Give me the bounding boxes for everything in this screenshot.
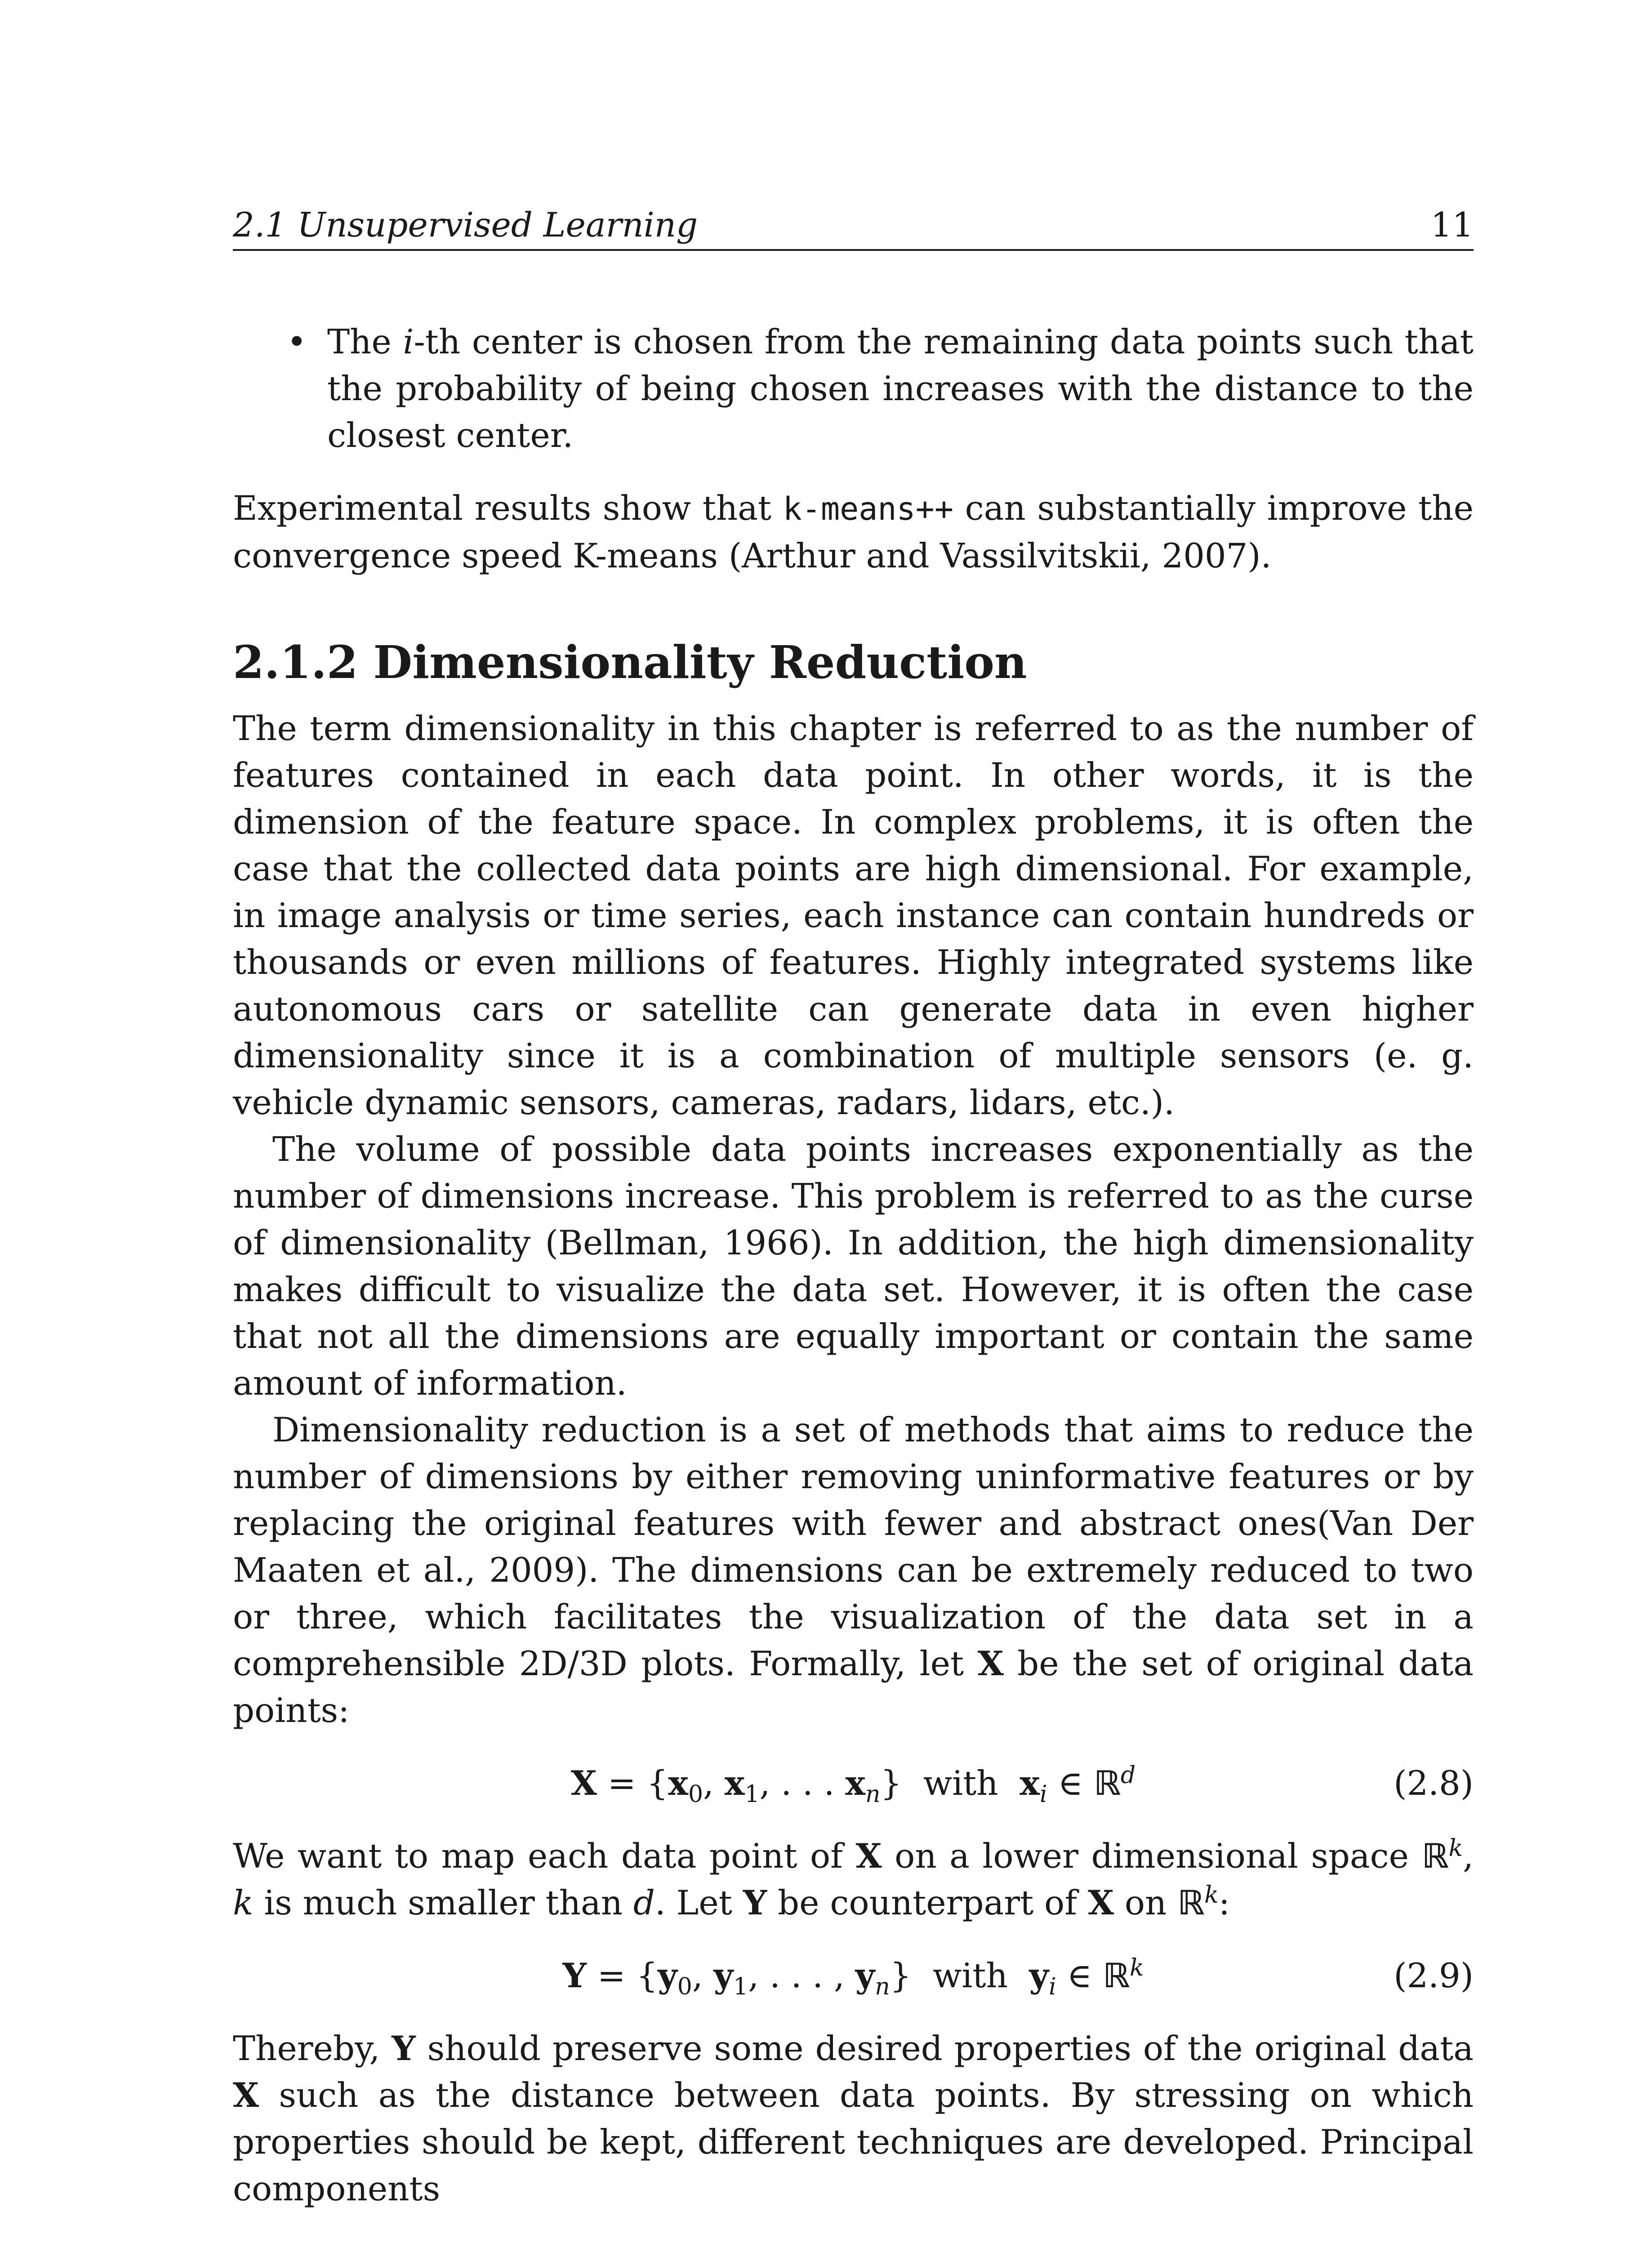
eq-sub: n [875,1973,890,2000]
eq-sub: 0 [677,1973,692,2000]
eq-space: ℝ [1093,1763,1121,1803]
text: on [1114,1883,1178,1922]
text: should preserve some desired properties of the original data [415,2029,1474,2068]
text: : [1218,1883,1230,1922]
section-title: Dimensionality Reduction [373,636,1027,689]
eq-elem: x [845,1763,865,1803]
text: . Let [655,1883,743,1922]
eq-space: ℝ [1102,1956,1130,1995]
symbol-d: d [633,1883,655,1922]
eq-elem: x [724,1763,745,1803]
equation-number: (2.9) [1394,1956,1474,1995]
section-heading [233,633,1474,691]
eq-exp: k [1130,1954,1144,1981]
eq-elem: x [1020,1763,1040,1803]
eq-exp: d [1120,1762,1136,1789]
eq-elem: y [713,1956,734,1995]
eq-with: with [933,1956,1008,1995]
text: on a lower dimensional space [882,1836,1422,1876]
eq-close: } [890,1956,912,1995]
symbol-k: k [1204,1882,1219,1909]
text: be counterpart of [767,1883,1088,1922]
text: We want to map each data point of [233,1836,856,1876]
eq-in: ∈ [1067,1956,1092,1995]
text: Experimental results show that [233,488,783,528]
symbol-R: ℝ [1177,1883,1205,1922]
eq-elem: y [855,1956,875,1995]
text: be the set of original data points: [233,1644,1474,1730]
eq-with: with [923,1763,998,1803]
eq-sub: 0 [688,1781,704,1808]
page-number: 11 [1430,205,1474,245]
symbol-Y: Y [743,1883,767,1922]
paragraph-kmeans [233,485,1474,579]
eq-sub: 1 [744,1781,760,1808]
paragraph-mapping [233,1833,1474,1926]
running-head-section: 2.1 Unsupervised Learning [233,205,698,245]
equation-2-9: $Y = \{y_0$, $y_1$, . . . , $y_n$} with $y_i$ ∈ ℝ$^k$ (2.9) [233,1949,1474,2003]
running-head [233,202,1474,251]
eq-open: = { [597,1763,668,1803]
paragraph-preserve [233,2025,1474,2212]
paragraph-reduction [233,1406,1474,1734]
eq-sub: n [865,1781,881,1808]
symbol-X: X [977,1644,1004,1683]
bullet-icon: • [287,322,307,361]
eq-elem: x [668,1763,688,1803]
paragraph-dimensionality: The term dimensionality in this chapter is referred to as the number of features contained in each data point. In other words, it is the dimension of the feature space. In complex problems, it is often the case that the collected data points are high dimensional. For example, in image analysis or time series, each instance can contain hundreds or thousands or even millions of features. Highly integrated systems like autonomous cars or satellite can generate data in even higher dimensionality since it is a combination of multiple sensors (e. g. vehicle dynamic sensors, cameras, radars, lidars, etc.). [233,709,1474,1122]
symbol-X: X [233,2075,259,2115]
eq-close: } [880,1763,902,1803]
eq-sub: 1 [733,1973,748,2000]
eq-elem: y [658,1956,677,1995]
paragraph-curse: The volume of possible data points increases exponentially as the number of dimensions increase. This problem is referred to as the curse of dimensionality (Bellman, 1966). In addition, the high dimensionality makes difficult to visualize the data set. However, it is often the case that not all the dimensions are equally important or contain the same amount of information. [233,1129,1474,1403]
text: is much smaller than [253,1883,633,1922]
eq-lhs: Y [562,1956,587,1995]
page [233,202,1474,2212]
code-kmeans: k-means++ [783,491,953,527]
list-item [287,318,1474,459]
text: Dimensionality reduction is a set of methods that aims to reduce the number of dimensions by either removing uninformative features or by replacing the original features with fewer and abstract ones(Van Der Maaten et al., 2009). The dimensions can be extremely reduced to two or three, which facilitates the visualization of the data set in a comprehensible 2D/3D plots. Formally, let [233,1410,1474,1683]
eq-sub: i [1039,1781,1047,1808]
eq-in: ∈ [1058,1763,1083,1803]
text: such as the distance between data points. By stressing on which properties should be kept, different techniques are developed. Principal components [233,2075,1474,2208]
eq-lhs: X [570,1763,597,1803]
bullet-list [233,318,1474,459]
bullet-text-pre: The [327,322,403,361]
symbol-X: X [1087,1883,1114,1922]
bullet-text-post: -th center is chosen from the remaining data points such that the probability of being chosen increases with the distance to the closest center. [327,322,1474,455]
eq-open: = { [586,1956,658,1995]
text: can substantially improve the convergence speed K-means (Arthur and Vassilvitskii, 2007). [233,488,1474,575]
equation-number: (2.8) [1394,1763,1474,1803]
equation-2-8: $X = \{x_0$, $x_1$, . . . $x_n$} with $x_i$ ∈ ℝ$^d$ (2.8) [233,1756,1474,1810]
symbol-k: k [1448,1835,1463,1862]
text: Thereby, [233,2029,392,2068]
symbol-Y: Y [392,2029,416,2068]
eq-elem: y [1029,1956,1049,1995]
text: , [1463,1836,1474,1876]
symbol-X: X [855,1836,882,1876]
eq-sub: i [1049,1973,1056,2000]
symbol-k: k [233,1883,254,1922]
symbol-R: ℝ [1421,1836,1449,1876]
section-number: 2.1.2 [233,636,358,689]
bullet-variable: i [403,322,414,361]
